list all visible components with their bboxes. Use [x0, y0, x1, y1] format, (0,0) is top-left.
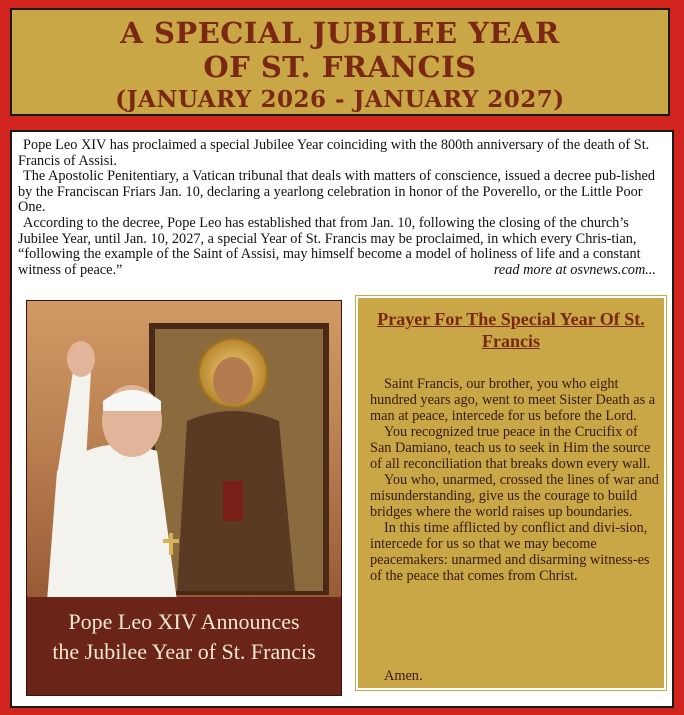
- title-line-1: A SPECIAL JUBILEE YEAR: [120, 16, 560, 50]
- article: [18, 138, 668, 278]
- title-banner: [10, 8, 670, 116]
- title-line-2: OF ST. FRANCIS: [203, 50, 477, 84]
- read-more-link[interactable]: read more at osvnews.com...: [493, 261, 656, 278]
- prayer-amen: Amen.: [384, 668, 423, 684]
- content-panel: [10, 130, 674, 708]
- pope-francis-photo: [26, 300, 342, 696]
- caption-line-2: the Jubilee Year of St. Francis: [52, 639, 316, 664]
- article-paragraph-3: According to the decree, Pope Leo has established that from Jan. 10, following the closing of the church’s Jubilee Year, until Jan. 10, 2027, a special Year of St. Francis may be proclaimed, in which every Chris-tian, “following the example of the Saint of Assisi, may himself become a model of holiness of life and a constant witness of peace.” read more at osvnews.com...: [18, 216, 668, 278]
- article-paragraph-1: Pope Leo XIV has proclaimed a special Jubilee Year coinciding with the 800th anniversary of the death of St. Francis of Assisi.: [18, 137, 650, 169]
- article-paragraph-2: The Apostolic Penitentiary, a Vatican tribunal that deals with matters of conscience, issued a decree pub-lished by the Franciscan Friars Jan. 10, declaring a yearlong celebration in honor of the Poverello, or the Little Poor One.: [18, 168, 656, 216]
- prayer-body: [370, 376, 660, 584]
- photo-caption: [27, 607, 341, 667]
- prayer-paragraph-4: In this time afflicted by conflict and divi-sion, intercede for us so that we may become peacemakers: unarmed and disarming witness-es of the peace that comes from Christ.: [370, 520, 650, 584]
- prayer-box: [356, 296, 666, 690]
- prayer-paragraph-2: You recognized true peace in the Crucifix of San Damiano, teach us to seek in Him the source of all reconciliation that breaks down every wall.: [370, 424, 651, 472]
- prayer-paragraph-3: You who, unarmed, crossed the lines of war and misunderstanding, give us the courage to build bridges where the world raises up boundaries.: [370, 472, 659, 520]
- caption-line-1: Pope Leo XIV Announces: [68, 609, 300, 634]
- prayer-paragraph-1: Saint Francis, our brother, you who eight hundred years ago, went to meet Sister Death as a man at peace, intercede for us before the Lord.: [370, 376, 656, 424]
- title-dates: (JANUARY 2026 - JANUARY 2027): [115, 86, 565, 113]
- prayer-title: Prayer For The Special Year Of St. Francis: [377, 309, 645, 351]
